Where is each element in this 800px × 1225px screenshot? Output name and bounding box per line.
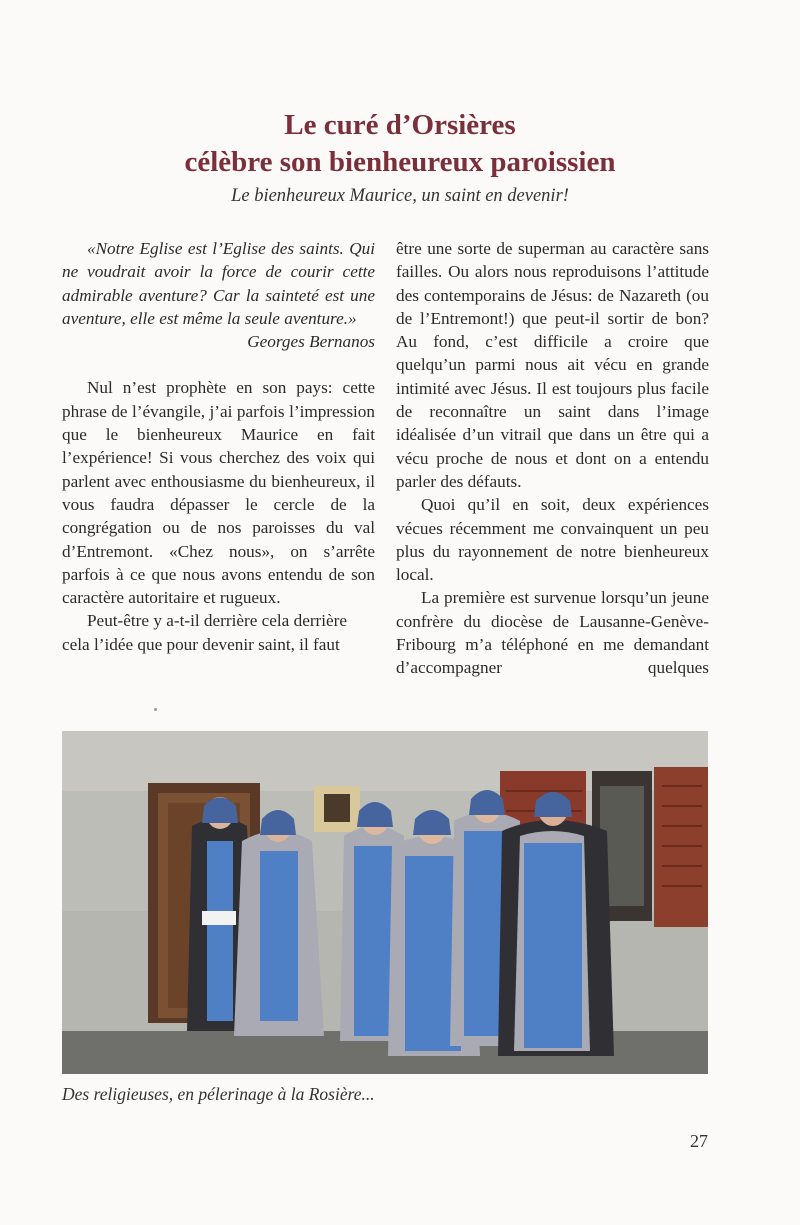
article-title-line2: célèbre son bienheureux paroissien xyxy=(184,146,616,178)
photo-caption: Des religieuses, en pélerinage à la Rosière... xyxy=(62,1084,375,1104)
paragraph-2-continued: être une sorte de superman au caractère sans failles. Ou alors nous reproduisons l’attitude des contemporains de Jésus: de Nazareth (ou de l’Entremont!) que peut-il sortir de bon? Au fond, c’est difficile a croire que quelqu’un parmi nous ait vécu en grande intimité avec Jésus. Il est toujours plus facile de reconnaître un saint dans l’image idéalisée d’un vitrail que dans un être qui a vécu proche de nous et dont on a entendu parler des défauts. xyxy=(396,239,709,491)
nuns-photo xyxy=(62,731,708,1074)
article-title-line1: Le curé d’Orsières xyxy=(284,109,516,141)
epigraph-author: Georges Bernanos xyxy=(247,332,375,352)
paragraph-3: Quoi qu’il en soit, deux expériences vécues récemment me convainquent un peu plus du rayonnement de notre bienheureux local. xyxy=(396,495,709,585)
paragraph-2-start: Peut-être y a-t-il derrière cela derrière cela l’idée que pour devenir saint, il faut xyxy=(62,611,348,654)
left-column xyxy=(62,237,375,656)
page-number: 27 xyxy=(690,1131,708,1151)
paragraph-1: Nul n’est prophète en son pays: cette phrase de l’évangile, j’ai parfois l’impression que le bienheureux Maurice en fait l’expérience! Si vous cherchez des voix qui parlent avec enthousiasme du bienheureux, il vous faudra dépasser le cercle de la congrégation ou de nos paroisses du val d’Entremont. «Chez nous», on s’arrête parfois à ce que nous avons entendu de son caractère autoritaire et rugueux. xyxy=(62,378,375,608)
stray-dot xyxy=(154,708,157,711)
right-column xyxy=(396,237,709,680)
paragraph-4-start: La première est survenue lorsqu’un jeune confrère du diocèse de Lausanne-Genève-Fribourg m’a téléphoné en me demandant d’accompagner quelques xyxy=(396,588,709,678)
article-subtitle: Le bienheureux Maurice, un saint en devenir! xyxy=(231,186,569,206)
epigraph-quote: «Notre Eglise est l’Eglise des saints. Qui ne voudrait avoir la force de courir cette admirable aventure? Car la sainteté est une aventure, elle est même la seule aventure.» xyxy=(62,239,375,328)
